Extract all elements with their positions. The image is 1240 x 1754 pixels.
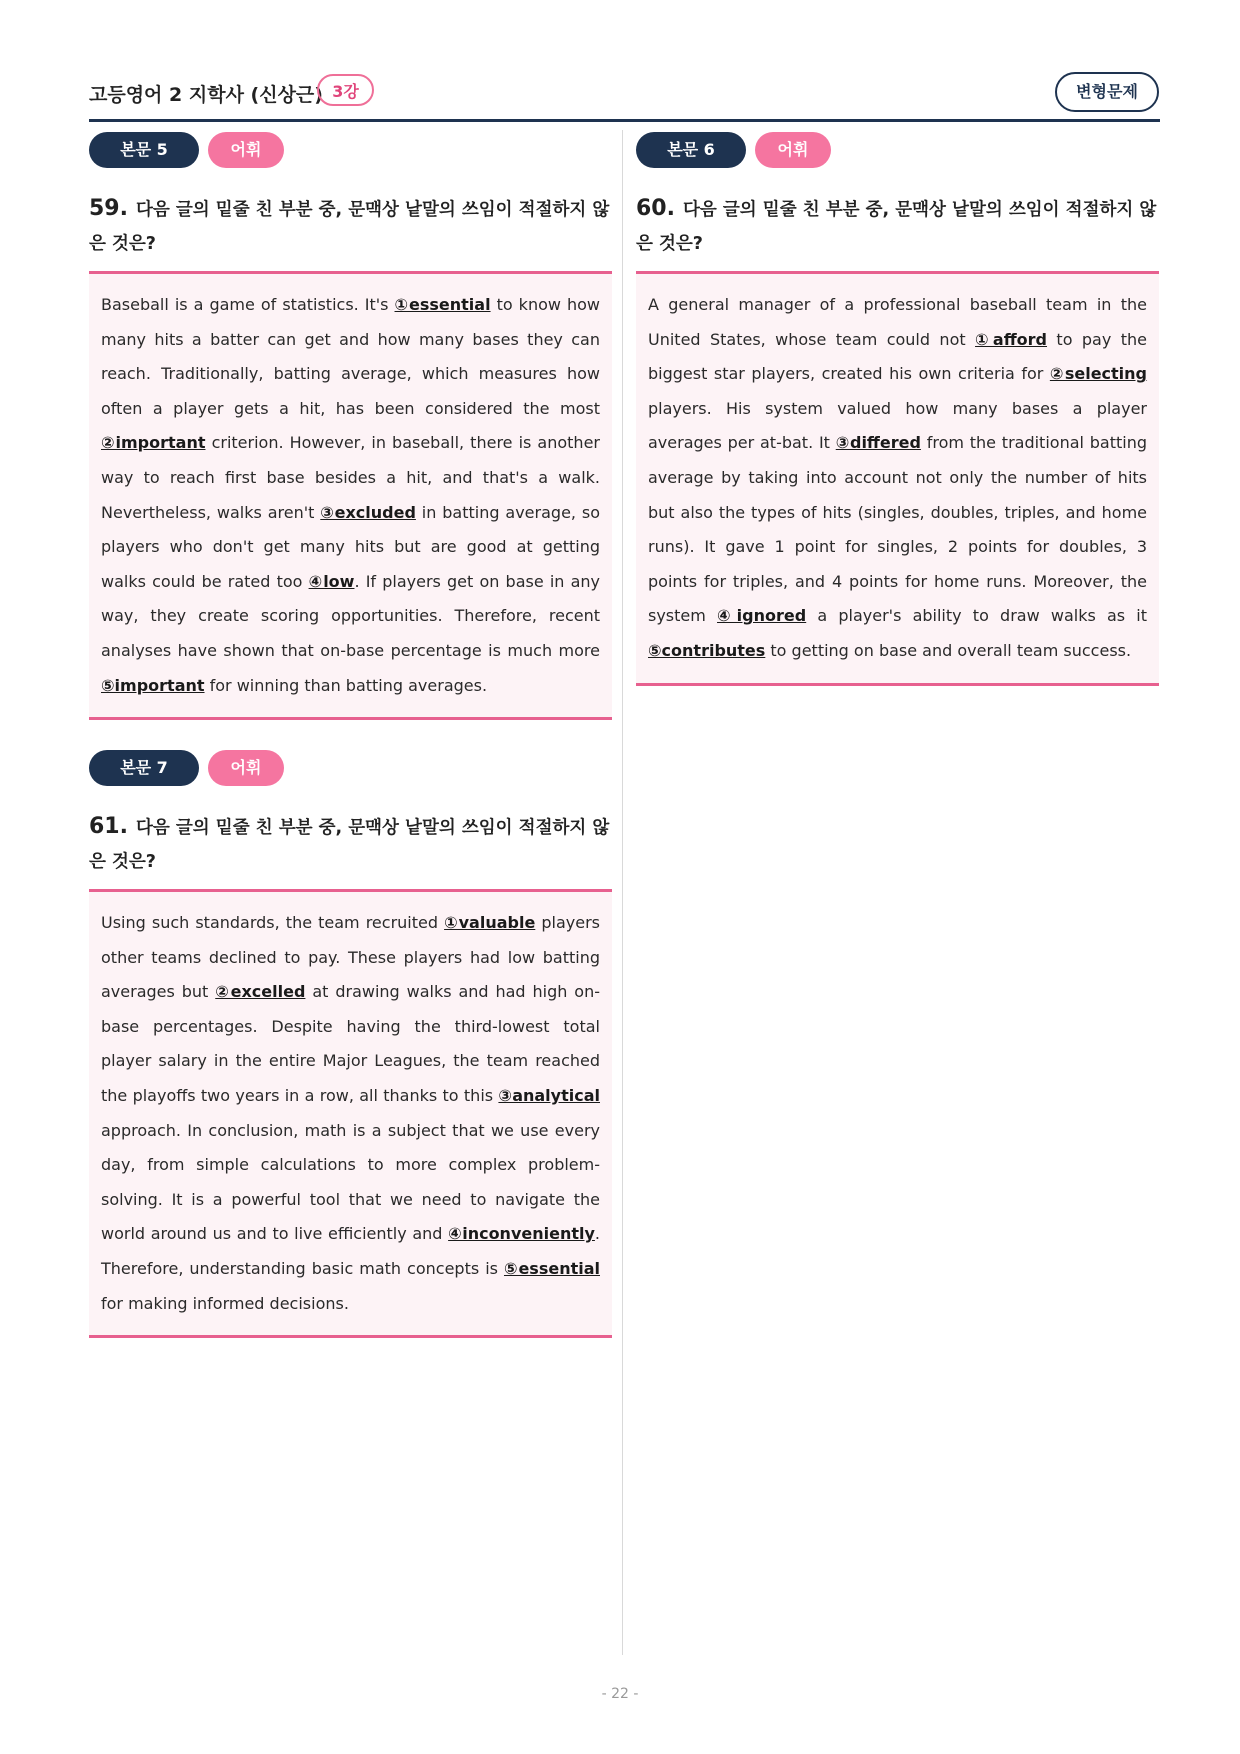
passage-text: to pay the biggest star players, created his own criteria for: [648, 329, 1147, 384]
underlined-word: ④ignored: [717, 606, 807, 626]
passage-text: to getting on base and overall team success.: [765, 640, 1132, 660]
question-text: 다음 글의 밑줄 친 부분 중, 문맥상 낱말의 쓰임이 적절하지 않은 것은?: [89, 818, 610, 872]
passage: [89, 889, 612, 1338]
passage-text: for winning than batting averages.: [204, 675, 488, 695]
question: [89, 810, 612, 879]
underlined-word: ①valuable: [444, 913, 536, 932]
type-badge: 변형문제: [1055, 72, 1159, 112]
question-number: 60.: [636, 196, 675, 221]
body-tag: 본문 5: [89, 132, 199, 168]
underlined-word: ①essential: [394, 295, 491, 314]
passage-text: for making informed decisions.: [101, 1293, 349, 1313]
underlined-word: ②important: [101, 433, 206, 453]
passage-text: A general manager of a professional baseball team in the United States, whose team could not: [648, 295, 1147, 349]
passage-text: in batting average, so players who don't get many hits but are good at getting walks could be rated too: [101, 502, 600, 591]
passage-text: . If players get on base in any way, they create scoring opportunities. Therefore, recent analyses have shown that on-base percentage is much more: [101, 571, 601, 660]
lesson-badge: 3강: [317, 74, 374, 106]
underlined-word: ③excluded: [320, 502, 416, 522]
passage-text: to know how many hits a batter can get and how many bases they can reach. Traditionally, batting average, which measures how often a player gets a hit, has been considered the most: [101, 295, 600, 418]
header-rule: [89, 119, 1160, 122]
vocab-tag: 어휘: [208, 132, 284, 168]
section-59: [89, 132, 612, 720]
passage-text: . Therefore, understanding basic math concepts is: [101, 1224, 601, 1278]
underlined-word: ⑤important: [101, 675, 205, 695]
question-number: 61.: [89, 814, 128, 839]
underlined-word: ⑤essential: [503, 1258, 600, 1278]
underlined-word: ③analytical: [498, 1085, 600, 1105]
underlined-word: ①afford: [975, 329, 1048, 349]
book-title: 고등영어 2 지학사 (신상근): [89, 84, 323, 106]
passage-text: players other teams declined to pay. These players had low batting averages but: [101, 913, 600, 1002]
passage-text: Using such standards, the team recruited: [101, 913, 445, 932]
underlined-word: ②selecting: [1049, 364, 1148, 384]
underlined-word: ②excelled: [215, 982, 306, 1002]
passage-text: players. His system valued how many bases a player averages per at-bat. It: [648, 398, 1147, 453]
question: [89, 192, 612, 261]
body-tag: 본문 6: [636, 132, 746, 168]
underlined-word: ⑤contributes: [648, 640, 766, 660]
underlined-word: ④inconveniently: [448, 1224, 595, 1244]
vocab-tag: 어휘: [755, 132, 831, 168]
passage: [636, 271, 1159, 686]
passage: [89, 271, 612, 720]
body-tag: 본문 7: [89, 750, 199, 786]
passage-text: at drawing walks and had high on-base percentages. Despite having the third-lowest total player salary in the entire Major Leagues, the team reached the playoffs two years in a row, all thanks to this: [101, 982, 601, 1105]
page-header: [89, 70, 1159, 120]
column-divider: [622, 130, 623, 1655]
underlined-word: ③differed: [835, 433, 921, 453]
passage-text: a player's ability to draw walks as it: [806, 606, 1148, 626]
vocab-tag: 어휘: [208, 750, 284, 786]
page-number: - 22 -: [601, 1686, 639, 1702]
underlined-word: ④low: [308, 571, 355, 591]
section-61: [89, 750, 612, 1338]
question-number: 59.: [89, 196, 128, 221]
question-text: 다음 글의 밑줄 친 부분 중, 문맥상 낱말의 쓰임이 적절하지 않은 것은?: [89, 200, 610, 254]
passage-text: Baseball is a game of statistics. It's: [101, 295, 395, 314]
section-60: [636, 132, 1159, 686]
passage-text: from the traditional batting average by taking into account not only the number of hits but also the types of hits (singles, doubles, triples, and home runs). It gave 1 point for singles, 2 points for doubles, 3 points for triples, and 4 points for home runs. Moreover, the system: [648, 433, 1147, 626]
question-text: 다음 글의 밑줄 친 부분 중, 문맥상 낱말의 쓰임이 적절하지 않은 것은?: [636, 200, 1157, 254]
passage-text: approach. In conclusion, math is a subject that we use every day, from simple calculations to more complex problem-solving. It is a powerful tool that we need to navigate the world around us and to live efficiently and: [101, 1120, 600, 1244]
question: [636, 192, 1159, 261]
passage-text: criterion. However, in baseball, there is another way to reach first base besides a hit, and that's a walk. Nevertheless, walks aren't: [101, 433, 600, 522]
